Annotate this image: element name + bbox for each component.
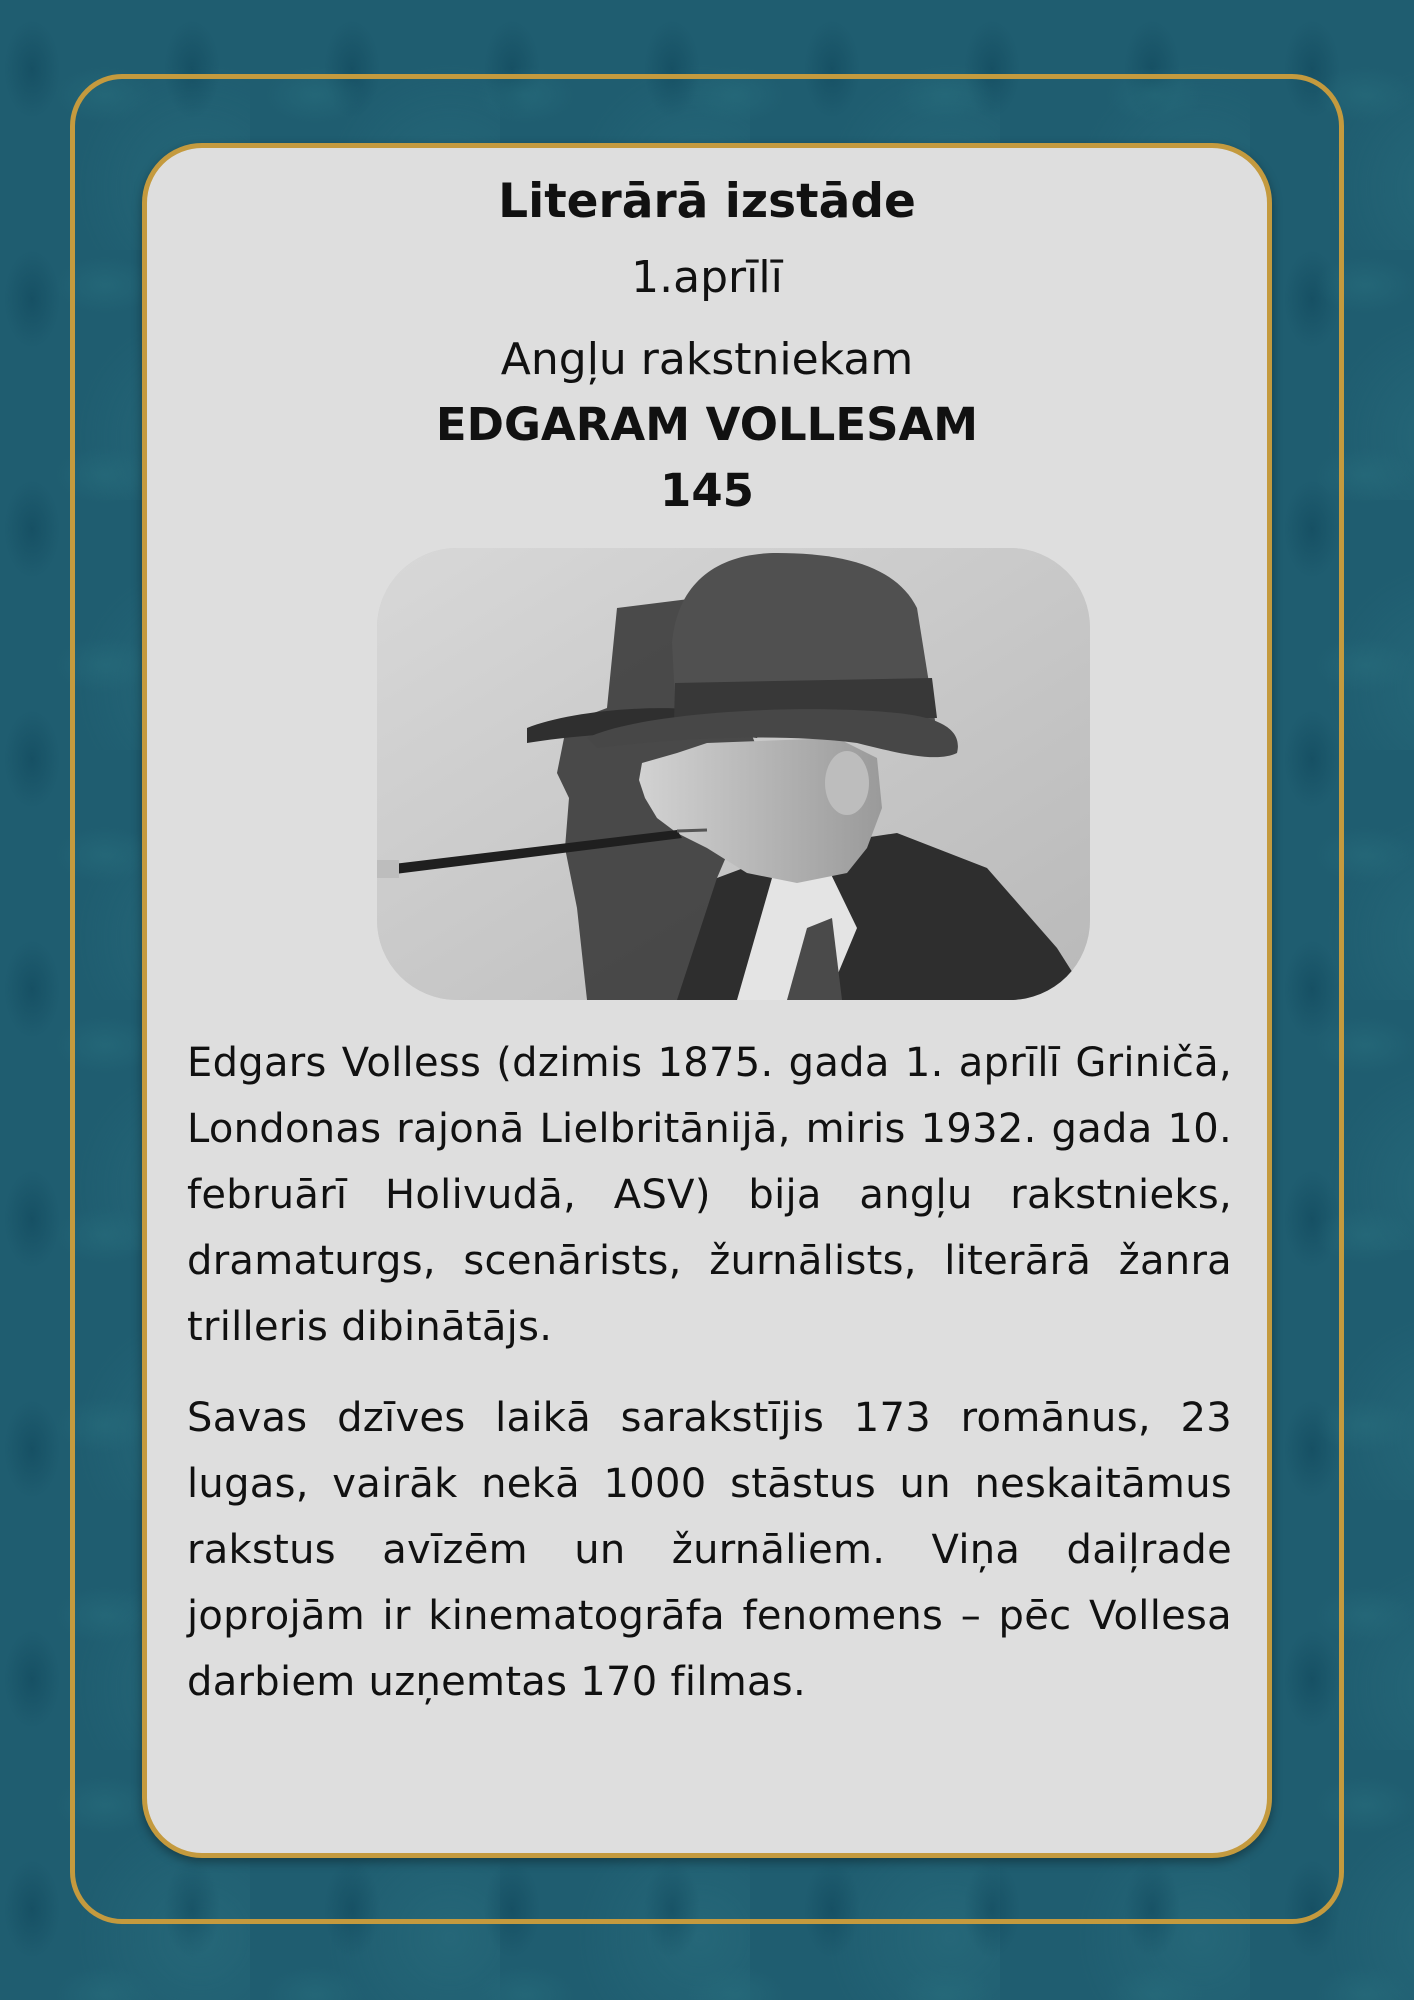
exhibition-title: Literārā izstāde [498,174,916,229]
exhibition-card [142,143,1272,1858]
exhibition-date: 1.aprīlī [631,252,783,303]
author-portrait-photo [377,548,1090,1000]
author-name: EDGARAM VOLLESAM [435,398,979,451]
dedication-line: Angļu rakstniekam [500,334,914,385]
works-paragraph: Savas dzīves laikā sarakstījis 173 romānus, 23 lugas, vairāk nekā 1000 stāstus un neskaitāmus rakstus avīzēm un žurnāliem. Viņa daiļrade joprojām ir kinematogrāfa fenomens – pēc Vollesa darbiem uzņemtas 170 filmas. [187,1395,1232,1705]
biography-paragraph: Edgars Volless (dzimis 1875. gada 1. aprīlī Griničā, Londonas rajonā Lielbritānijā, miris 1932. gada 10. februārī Holivudā, ASV) bija angļu rakstnieks, dramaturgs, scenārists, žurnālists, literārā žanra trilleris dibinātājs. [187,1040,1232,1350]
anniversary-number: 145 [660,464,754,517]
